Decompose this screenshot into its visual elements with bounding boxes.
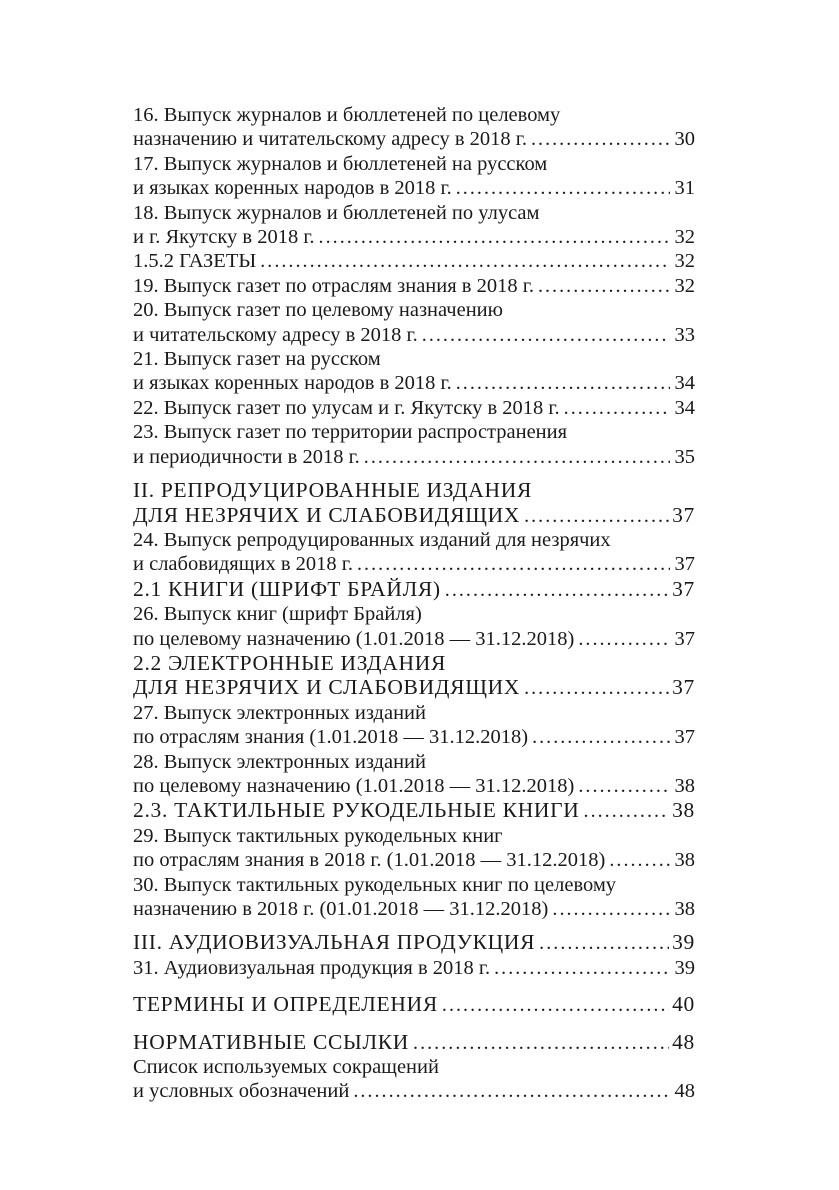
toc-entry-text: по целевому назначению (1.01.2018 — 31.12.2018) xyxy=(133,774,575,797)
toc-entry-text: 1.5.2 ГАЗЕТЫ xyxy=(133,250,257,273)
page-number: 32 xyxy=(674,226,695,249)
toc-entry-22[interactable] xyxy=(133,396,695,420)
toc-entry-text: и языках коренных народов в 2018 г. xyxy=(133,177,452,200)
page-number: 34 xyxy=(674,372,695,395)
leader-dots xyxy=(531,127,670,151)
toc-entry-text: Список используемых сокращений xyxy=(133,1056,439,1079)
toc-abbreviations[interactable] xyxy=(133,1055,695,1104)
leader-dots xyxy=(552,897,670,921)
leader-dots xyxy=(413,1031,669,1055)
page-number: 37 xyxy=(672,502,695,527)
leader-dots xyxy=(456,176,670,200)
leader-dots xyxy=(584,799,670,823)
toc-entry-text: 26. Выпуск книг (шрифт Брайля) xyxy=(133,603,422,626)
toc-entry-text: 2.3. ТАКТИЛЬНЫЕ РУКОДЕЛЬНЫЕ КНИГИ xyxy=(133,798,580,823)
page-number: 37 xyxy=(672,576,695,601)
leader-dots xyxy=(456,371,670,395)
toc-entry-text: 27. Выпуск электронных изданий xyxy=(133,701,426,724)
page-number: 38 xyxy=(674,898,695,920)
leader-dots xyxy=(524,676,669,700)
toc-entry-text: 21. Выпуск газет на русском xyxy=(133,348,381,371)
toc-entry-text: ДЛЯ НЕЗРЯЧИХ И СЛАБОВИДЯЩИХ xyxy=(133,675,521,700)
toc-section-2[interactable] xyxy=(133,478,695,528)
leader-dots xyxy=(445,578,669,602)
toc-entry-16[interactable] xyxy=(133,103,695,152)
page-number: 39 xyxy=(674,956,695,979)
toc-entry-text: и слабовидящих в 2018 г. xyxy=(133,553,353,576)
toc-entry-text: 30. Выпуск тактильных рукодельных книг по целевому xyxy=(133,873,617,896)
leader-dots xyxy=(609,848,670,872)
toc-entry-text: ТЕРМИНЫ И ОПРЕДЕЛЕНИЯ xyxy=(133,992,438,1017)
toc-entry-text: и условных обозначений xyxy=(133,1080,350,1103)
leader-dots xyxy=(578,627,670,651)
leader-dots xyxy=(532,725,670,749)
page-number: 35 xyxy=(674,445,695,468)
page-number: 30 xyxy=(674,128,695,151)
toc-entry-text: по целевому назначению (1.01.2018 — 31.12.2018) xyxy=(133,627,575,650)
page-number: 40 xyxy=(672,992,695,1017)
toc-entry-text: 17. Выпуск журналов и бюллетеней на русском xyxy=(133,152,548,175)
toc-entry-21[interactable] xyxy=(133,347,695,396)
page-number: 37 xyxy=(674,726,695,749)
toc-section-2-1[interactable] xyxy=(133,577,695,602)
toc-entry-text: по отраслям знания в 2018 г. (1.01.2018 — 31.12.2018) xyxy=(133,849,606,872)
toc-entry-31[interactable] xyxy=(133,956,695,980)
toc-entry-29[interactable] xyxy=(133,824,695,873)
toc-entry-text: и г. Якутску в 2018 г. xyxy=(133,226,315,249)
toc-entry-text: 19. Выпуск газет по отраслям знания в 2018 г. xyxy=(133,274,534,297)
toc-entry-text: III. АУДИОВИЗУАЛЬНАЯ ПРОДУКЦИЯ xyxy=(133,930,536,955)
toc-entry-30[interactable] xyxy=(133,873,695,922)
leader-dots xyxy=(524,504,669,528)
page-number: 38 xyxy=(674,849,695,872)
page-number: 39 xyxy=(672,930,695,955)
leader-dots xyxy=(578,774,670,798)
page-number: 48 xyxy=(672,1029,695,1054)
leader-dots xyxy=(538,274,670,298)
leader-dots xyxy=(260,249,670,273)
toc-entry-text: по отраслям знания (1.01.2018 — 31.12.2018) xyxy=(133,726,529,749)
toc-entry-text: 31. Аудиовизуальная продукция в 2018 г. xyxy=(133,956,491,979)
page-number: 48 xyxy=(674,1080,695,1103)
page-number: 37 xyxy=(672,675,695,700)
toc-entry-text: 2.1 КНИГИ (ШРИФТ БРАЙЛЯ) xyxy=(133,576,441,601)
page-number: 34 xyxy=(674,396,695,419)
toc-entry-text: 16. Выпуск журналов и бюллетеней по целевому xyxy=(133,104,561,126)
toc-entry-text: 2.2 ЭЛЕКТРОННЫЕ ИЗДАНИЯ xyxy=(133,650,447,675)
page-number: 32 xyxy=(674,274,695,297)
toc-normative-references[interactable] xyxy=(133,1030,695,1055)
toc-entry-28[interactable] xyxy=(133,750,695,799)
page-number: 32 xyxy=(674,250,695,273)
toc-entry-text: НОРМАТИВНЫЕ ССЫЛКИ xyxy=(133,1029,410,1054)
toc-entry-23[interactable] xyxy=(133,420,695,469)
toc-entry-20[interactable] xyxy=(133,298,695,347)
page-number: 38 xyxy=(674,774,695,797)
toc-entry-text: назначению в 2018 г. (01.01.2018 — 31.12.2018) xyxy=(133,898,549,920)
toc-section-2-2[interactable] xyxy=(133,651,695,701)
toc-entry-text: 28. Выпуск электронных изданий xyxy=(133,750,426,773)
page-number: 33 xyxy=(674,323,695,346)
page-number: 37 xyxy=(674,627,695,650)
toc-entry-26[interactable] xyxy=(133,602,695,651)
toc-terms-definitions[interactable] xyxy=(133,992,695,1017)
toc-entry-text: и читательскому адресу в 2018 г. xyxy=(133,323,418,346)
toc-entry-text: назначению и читательскому адресу в 2018 г. xyxy=(133,128,527,151)
leader-dots xyxy=(539,931,669,955)
leader-dots xyxy=(442,993,669,1017)
toc-entry-text: и языках коренных народов в 2018 г. xyxy=(133,372,452,395)
table-of-contents xyxy=(133,103,695,1104)
toc-entry-17[interactable] xyxy=(133,152,695,201)
toc-entry-18[interactable] xyxy=(133,201,695,250)
toc-section-3[interactable] xyxy=(133,930,695,955)
page-number: 31 xyxy=(674,177,695,200)
leader-dots xyxy=(422,323,670,347)
toc-entry-19[interactable] xyxy=(133,274,695,298)
toc-entry-text: II. РЕПРОДУЦИРОВАННЫЕ ИЗДАНИЯ xyxy=(133,478,533,503)
page-number: 37 xyxy=(674,553,695,576)
toc-entry-text: 24. Выпуск репродуцированных изданий для незрячих xyxy=(133,528,611,551)
toc-entry-text: ДЛЯ НЕЗРЯЧИХ И СЛАБОВИДЯЩИХ xyxy=(133,502,521,527)
leader-dots xyxy=(357,552,670,576)
leader-dots xyxy=(494,956,670,980)
leader-dots xyxy=(353,1079,670,1103)
leader-dots xyxy=(319,225,670,249)
toc-entry-text: 20. Выпуск газет по целевому назначению xyxy=(133,299,503,322)
toc-entry-text: и периодичности в 2018 г. xyxy=(133,445,360,468)
toc-entry-text: 18. Выпуск журналов и бюллетеней по улусам xyxy=(133,201,540,224)
toc-entry-24[interactable] xyxy=(133,528,695,577)
toc-section-newspapers[interactable] xyxy=(133,249,695,273)
leader-dots xyxy=(364,445,670,469)
page-number: 38 xyxy=(672,798,695,823)
toc-entry-text: 22. Выпуск газет по улусам и г. Якутску в 2018 г. xyxy=(133,396,560,419)
toc-entry-text: 23. Выпуск газет по территории распространения xyxy=(133,421,568,444)
leader-dots xyxy=(564,396,670,420)
toc-section-2-3[interactable] xyxy=(133,798,695,823)
toc-entry-27[interactable] xyxy=(133,701,695,750)
toc-entry-text: 29. Выпуск тактильных рукодельных книг xyxy=(133,824,503,847)
